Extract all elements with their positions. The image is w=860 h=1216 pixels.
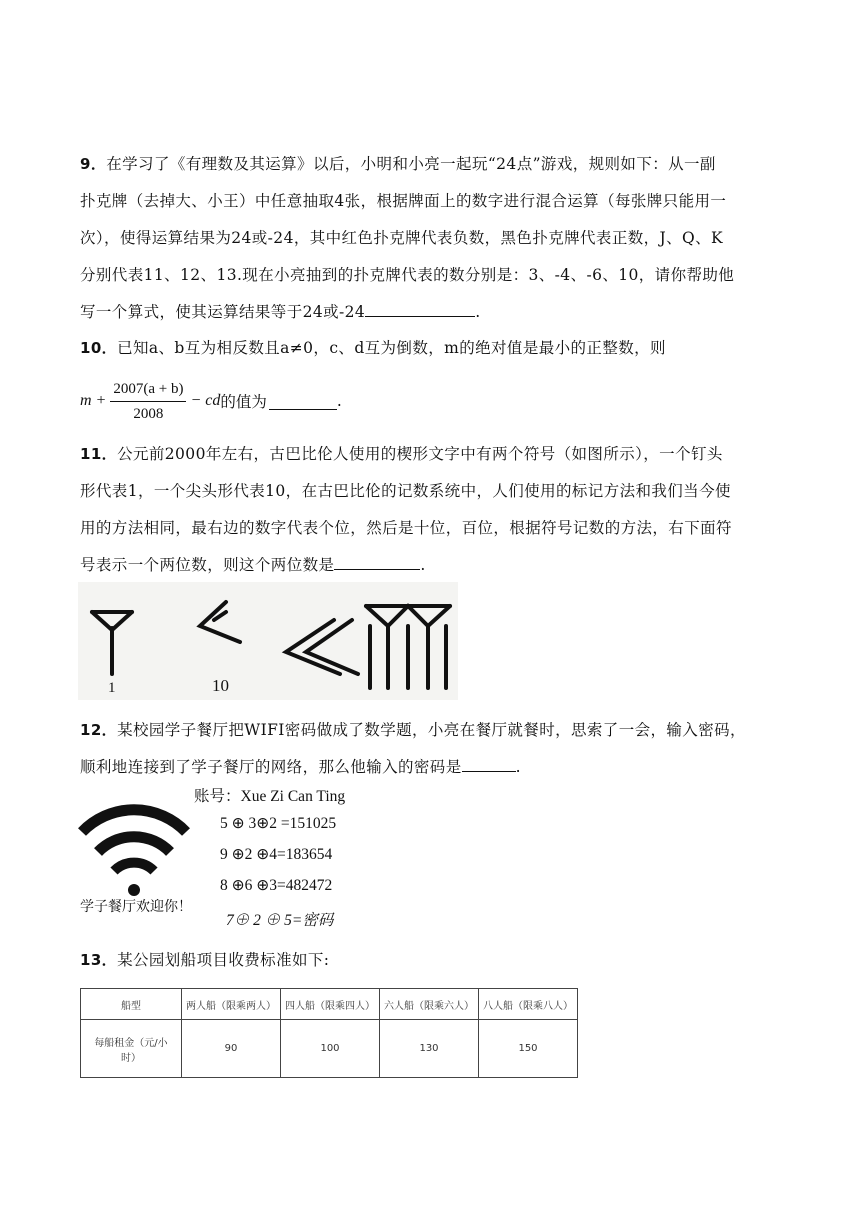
table-header: 两人船（限乘两人）: [182, 989, 281, 1020]
formula-minus-cd: − cd: [190, 392, 221, 409]
table-header: 八人船（限乘八人）: [479, 989, 578, 1020]
period: .: [475, 303, 481, 321]
fraction-denominator: 2008: [133, 405, 164, 422]
period: .: [515, 758, 521, 776]
wifi-equation-3: 8 ⊕6 ⊕3=482472: [220, 877, 333, 894]
table-cell: 90: [182, 1020, 281, 1078]
question-text: 扑克牌（去掉大、小王）中任意抽取4张，根据牌面上的数字进行混合运算（每张牌只能用一: [80, 192, 727, 210]
wifi-icon: [78, 796, 190, 896]
table-cell: 130: [380, 1020, 479, 1078]
label-ten: 10: [212, 676, 229, 695]
answer-blank[interactable]: [269, 392, 337, 410]
question-text: 某校园学子餐厅把WIFI密码做成了数学题，小亮在餐厅就餐时，思索了一会，输入密码，: [117, 721, 746, 739]
question-10: [80, 330, 780, 367]
table-header: 四人船（限乘四人）: [281, 989, 380, 1020]
question-number: 11．: [80, 445, 118, 463]
question-text: 顺利地连接到了学子餐厅的网络，那么他输入的密码是: [80, 758, 462, 776]
table-header: 六人船（限乘六人）: [380, 989, 479, 1020]
formula-fraction: [110, 379, 186, 424]
nail-head-symbol: [92, 612, 132, 674]
table-header: 船型: [81, 989, 182, 1020]
wifi-account: 账号：Xue Zi Can Ting: [194, 788, 346, 805]
period: .: [336, 392, 342, 410]
table-row: [81, 1020, 578, 1078]
question-9: [80, 146, 780, 331]
answer-blank[interactable]: [334, 552, 420, 570]
question-text: 次），使得运算结果为24或-24，其中红色扑克牌代表负数，黑色扑克牌代表正数，J、Q、K: [80, 229, 724, 247]
question-text: 某公园划船项目收费标准如下:: [117, 951, 330, 969]
question-number: 12．: [80, 721, 118, 739]
period: .: [420, 556, 426, 574]
question-number: 9．: [80, 155, 107, 173]
answer-blank[interactable]: [462, 754, 516, 772]
cuneiform-drawing: [78, 582, 458, 700]
formula-m: m +: [80, 392, 107, 409]
wifi-figure: [78, 784, 378, 932]
row-label-line: 时）: [121, 1052, 141, 1064]
question-number: 10．: [80, 339, 118, 357]
question-12: [80, 712, 780, 786]
question-text: 分别代表11、12、13.现在小亮抽到的扑克牌代表的数分别是：3、-4、-6、10，请你帮助他: [80, 266, 735, 284]
table-header-row: [81, 989, 578, 1020]
question-text: 已知a、b互为相反数且a≠0，c、d互为倒数，m的绝对值是最小的正整数，则: [117, 339, 666, 357]
question-13: [80, 942, 780, 979]
question-text: 形代表1，一个尖头形代表10，在古巴比伦的记数系统中，人们使用的标记方法和我们当今使: [80, 482, 731, 500]
wifi-equation-2: 9 ⊕2 ⊕4=183654: [220, 846, 333, 863]
question-text: 号表示一个两位数，则这个两位数是: [80, 556, 335, 574]
table-cell: 100: [281, 1020, 380, 1078]
row-label: [81, 1020, 182, 1078]
wifi-equation-4: 7⊕ 2 ⊕ 5=密码: [226, 912, 334, 929]
question-text: 用的方法相同，最右边的数字代表个位，然后是十位，百位，根据符号记数的方法，右下面符: [80, 519, 732, 537]
table-cell: 150: [479, 1020, 578, 1078]
cuneiform-figure: [78, 582, 458, 700]
row-label-line: 每船租金（元/小: [94, 1037, 168, 1049]
wifi-equation-1: 5 ⊕ 3⊕2 =151025: [220, 815, 337, 832]
wedge-symbol: [200, 602, 240, 642]
welcome-caption: 学子餐厅欢迎你！: [80, 899, 192, 915]
fraction-numerator: 2007(a + b): [110, 379, 186, 402]
combined-symbol: [286, 606, 450, 688]
question-number: 13．: [80, 951, 118, 969]
answer-blank[interactable]: [365, 299, 475, 317]
question-11: [80, 436, 780, 584]
label-one: 1: [108, 680, 116, 696]
question-text: 的值为: [220, 393, 267, 411]
question-text: 在学习了《有理数及其运算》以后，小明和小亮一起玩“24点”游戏，规则如下：从一副: [106, 155, 716, 173]
formula-line: [80, 376, 342, 426]
question-text: 写一个算式，使其运算结果等于24或-24: [80, 303, 366, 321]
question-text: 公元前2000年左右，古巴比伦人使用的楔形文字中有两个符号（如图所示），一个钉头: [117, 445, 723, 463]
boat-fee-table: [80, 988, 578, 1078]
